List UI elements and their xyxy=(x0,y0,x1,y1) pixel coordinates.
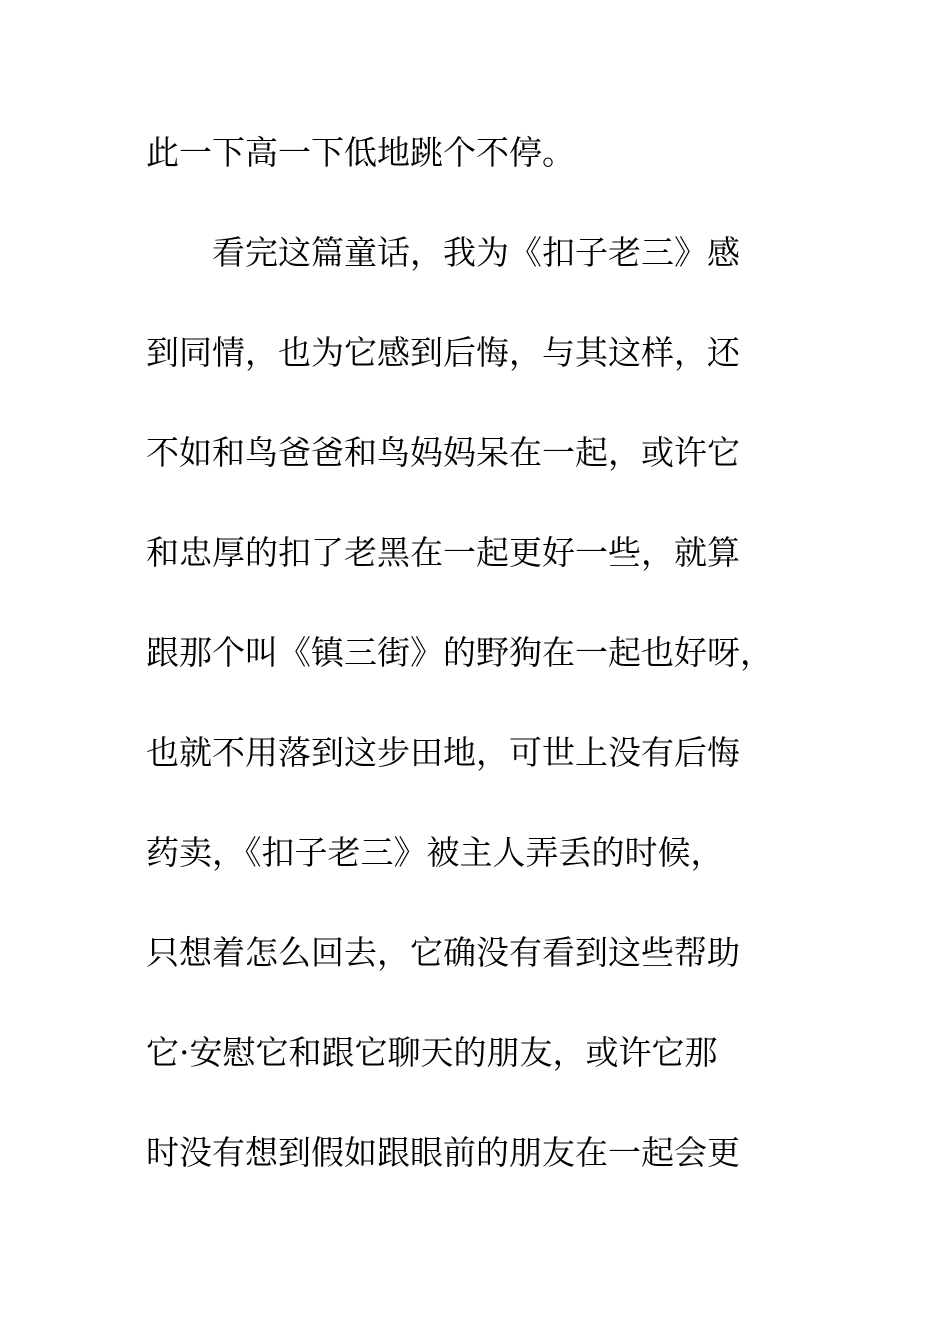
text-line-6: 跟那个叫《镇三街》的野狗在一起也好呀， xyxy=(146,633,773,672)
text-line-1: 此一下高一下低地跳个不停。 xyxy=(146,133,575,172)
text-line-3: 到同情，也为它感到后悔，与其这样，还 xyxy=(146,333,740,372)
text-line-7: 也就不用落到这步田地，可世上没有后悔 xyxy=(146,733,740,772)
text-line-5: 和忠厚的扣了老黑在一起更好一些，就算 xyxy=(146,533,740,572)
text-line-2: 看完这篇童话，我为《扣子老三》感 xyxy=(212,233,740,272)
text-line-4: 不如和鸟爸爸和鸟妈妈呆在一起，或许它 xyxy=(146,433,740,472)
text-line-9: 只想着怎么回去，它确没有看到这些帮助 xyxy=(146,933,740,972)
text-line-10: 它·安慰它和跟它聊天的朋友，或许它那 xyxy=(146,1033,718,1072)
text-line-8: 药卖，《扣子老三》被主人弄丢的时候， xyxy=(146,833,724,872)
text-line-11: 时没有想到假如跟眼前的朋友在一起会更 xyxy=(146,1133,740,1172)
